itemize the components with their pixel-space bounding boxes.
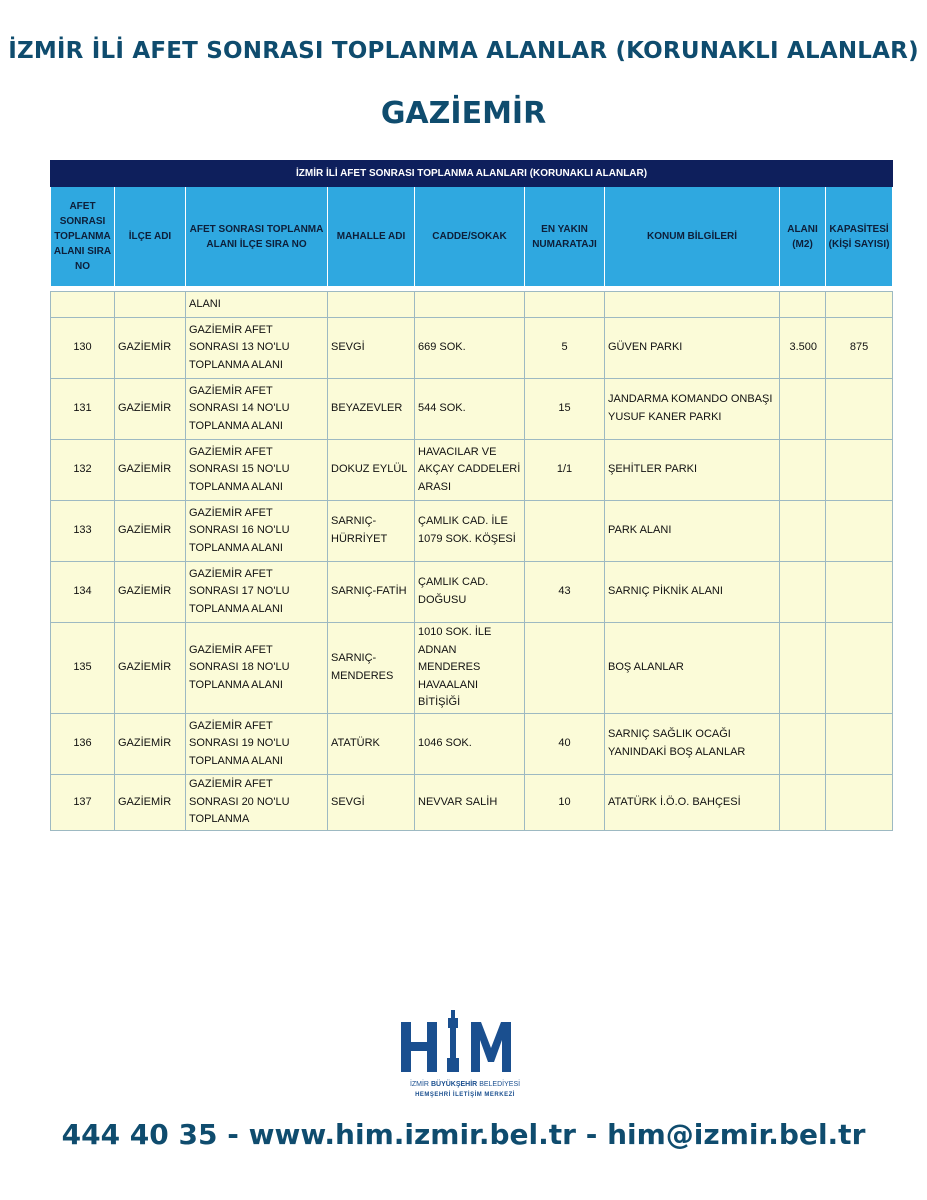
- table-cell: PARK ALANI: [605, 501, 780, 562]
- table-row: [51, 440, 893, 501]
- table-cell: GAZİEMİR: [115, 318, 186, 379]
- table-cell: DOKUZ EYLÜL: [328, 440, 415, 501]
- table-cell: 40: [525, 713, 605, 774]
- table-cell: [826, 562, 893, 623]
- table-cell: 875: [826, 318, 893, 379]
- table-cell: [780, 623, 826, 714]
- table-cell: ÇAMLIK CAD. DOĞUSU: [415, 562, 525, 623]
- table-cell: 133: [51, 501, 115, 562]
- table-cell: [780, 713, 826, 774]
- table-cell: [605, 292, 780, 318]
- logo-municipality: BÜYÜKŞEHİR: [430, 1081, 478, 1088]
- table-cell: GAZİEMİR AFET SONRASI 17 NO'LU TOPLANMA ALANI: [186, 562, 328, 623]
- table-row: [51, 562, 893, 623]
- logo-center-name: HEMŞEHRİ İLETİŞİM MERKEZİ: [415, 1092, 515, 1098]
- table-cell: 134: [51, 562, 115, 623]
- table-cell: GAZİEMİR AFET SONRASI 16 NO'LU TOPLANMA ALANI: [186, 501, 328, 562]
- table-cell: GAZİEMİR: [115, 379, 186, 440]
- table-cell: [780, 562, 826, 623]
- header-cell: İLÇE ADI: [115, 187, 186, 287]
- table-row: [51, 774, 893, 830]
- table-cell: JANDARMA KOMANDO ONBAŞI YUSUF KANER PARKI: [605, 379, 780, 440]
- table-row: [51, 292, 893, 318]
- table-cell: 10: [525, 774, 605, 830]
- table-cell: 5: [525, 318, 605, 379]
- table-cell: [826, 623, 893, 714]
- table-cell: GAZİEMİR AFET SONRASI 20 NO'LU TOPLANMA: [186, 774, 328, 830]
- table-cell: [826, 440, 893, 501]
- table-cell: [525, 501, 605, 562]
- table-cell: [780, 501, 826, 562]
- table-cell: NEVVAR SALİH: [415, 774, 525, 830]
- table-row: [51, 623, 893, 714]
- table-cell: 1046 SOK.: [415, 713, 525, 774]
- table-cell: 135: [51, 623, 115, 714]
- table-cell: BEYAZEVLER: [328, 379, 415, 440]
- table-cell: [826, 501, 893, 562]
- table-cell: 15: [525, 379, 605, 440]
- table-cell: GAZİEMİR AFET SONRASI 19 NO'LU TOPLANMA ALANI: [186, 713, 328, 774]
- table-cell: SARNIÇ SAĞLIK OCAĞI YANINDAKİ BOŞ ALANLAR: [605, 713, 780, 774]
- table-row: [51, 379, 893, 440]
- table-cell: GAZİEMİR AFET SONRASI 13 NO'LU TOPLANMA ALANI: [186, 318, 328, 379]
- table-cell: ALANI: [186, 292, 328, 318]
- page-title: İZMİR İLİ AFET SONRASI TOPLANMA ALANLAR (KORUNAKLI ALANLAR): [8, 38, 919, 64]
- table-banner: İZMİR İLİ AFET SONRASI TOPLANMA ALANLARI (KORUNAKLI ALANLAR): [51, 161, 893, 187]
- table-cell: BOŞ ALANLAR: [605, 623, 780, 714]
- him-logo-letters: [401, 1010, 511, 1072]
- table-cell: [780, 440, 826, 501]
- table-cell: GAZİEMİR: [115, 440, 186, 501]
- header-cell: KONUM BİLGİLERİ: [605, 187, 780, 287]
- table-cell: SARNIÇ PİKNİK ALANI: [605, 562, 780, 623]
- table-cell: [826, 774, 893, 830]
- table-cell: 1/1: [525, 440, 605, 501]
- table-cell: ATATÜRK: [328, 713, 415, 774]
- header-cell: MAHALLE ADI: [328, 187, 415, 287]
- table-cell: GÜVEN PARKI: [605, 318, 780, 379]
- table-cell: HAVACILAR VE AKÇAY CADDELERİ ARASI: [415, 440, 525, 501]
- table-cell: GAZİEMİR: [115, 501, 186, 562]
- table-cell: [525, 292, 605, 318]
- table-cell: SEVGİ: [328, 318, 415, 379]
- table-cell: 43: [525, 562, 605, 623]
- table-cell: GAZİEMİR AFET SONRASI 18 NO'LU TOPLANMA ALANI: [186, 623, 328, 714]
- table-cell: SARNIÇ-FATİH: [328, 562, 415, 623]
- logo-city: İZMİR: [409, 1081, 429, 1088]
- table-row: [51, 501, 893, 562]
- table-cell: 137: [51, 774, 115, 830]
- table-cell: [780, 774, 826, 830]
- table-cell: 132: [51, 440, 115, 501]
- table-cell: [780, 292, 826, 318]
- table-cell: [415, 292, 525, 318]
- table-cell: GAZİEMİR AFET SONRASI 15 NO'LU TOPLANMA ALANI: [186, 440, 328, 501]
- table-cell: SEVGİ: [328, 774, 415, 830]
- table-cell: [780, 379, 826, 440]
- table-cell: [328, 292, 415, 318]
- table-cell: [826, 713, 893, 774]
- table-row: [51, 318, 893, 379]
- table-row: [51, 713, 893, 774]
- table-cell: 3.500: [780, 318, 826, 379]
- him-logo: [395, 1008, 535, 1110]
- table-cell: [115, 292, 186, 318]
- header-cell: KAPASİTESİ (KİŞİ SAYISI): [826, 187, 893, 287]
- table-cell: ŞEHİTLER PARKI: [605, 440, 780, 501]
- table-cell: 131: [51, 379, 115, 440]
- table-header-row: [51, 187, 893, 287]
- table-cell: GAZİEMİR AFET SONRASI 14 NO'LU TOPLANMA ALANI: [186, 379, 328, 440]
- table-cell: [826, 379, 893, 440]
- table-cell: GAZİEMİR: [115, 623, 186, 714]
- header-cell: CADDE/SOKAK: [415, 187, 525, 287]
- header-cell: AFET SONRASI TOPLANMA ALANI SIRA NO: [51, 187, 115, 287]
- header-cell: EN YAKIN NUMARATAJI: [525, 187, 605, 287]
- table-cell: 669 SOK.: [415, 318, 525, 379]
- svg-text:İZMİR BÜYÜKŞEHİR BELEDİYESİ: [410, 1079, 520, 1088]
- contact-footer: 444 40 35 - www.him.izmir.bel.tr - him@izmir.bel.tr: [61, 1118, 866, 1151]
- table-cell: GAZİEMİR: [115, 713, 186, 774]
- table-cell: 130: [51, 318, 115, 379]
- table-cell: ÇAMLIK CAD. İLE 1079 SOK. KÖŞESİ: [415, 501, 525, 562]
- table-cell: SARNIÇ-HÜRRİYET: [328, 501, 415, 562]
- table-cell: GAZİEMİR: [115, 562, 186, 623]
- table-cell: SARNIÇ-MENDERES: [328, 623, 415, 714]
- header-cell: AFET SONRASI TOPLANMA ALANI İLÇE SIRA NO: [186, 187, 328, 287]
- table-cell: [51, 292, 115, 318]
- table-cell: 1010 SOK. İLE ADNAN MENDERES HAVAALANI BİTİŞİĞİ: [415, 623, 525, 714]
- logo-suffix: BELEDİYESİ: [479, 1081, 521, 1088]
- table-cell: [525, 623, 605, 714]
- table-cell: 136: [51, 713, 115, 774]
- table-cell: [826, 292, 893, 318]
- table-cell: 544 SOK.: [415, 379, 525, 440]
- table-cell: ATATÜRK İ.Ö.O. BAHÇESİ: [605, 774, 780, 830]
- table-cell: GAZİEMİR: [115, 774, 186, 830]
- gathering-areas-table: [50, 160, 892, 831]
- header-cell: ALANI (M2): [780, 187, 826, 287]
- district-title: GAZİEMİR: [380, 96, 547, 131]
